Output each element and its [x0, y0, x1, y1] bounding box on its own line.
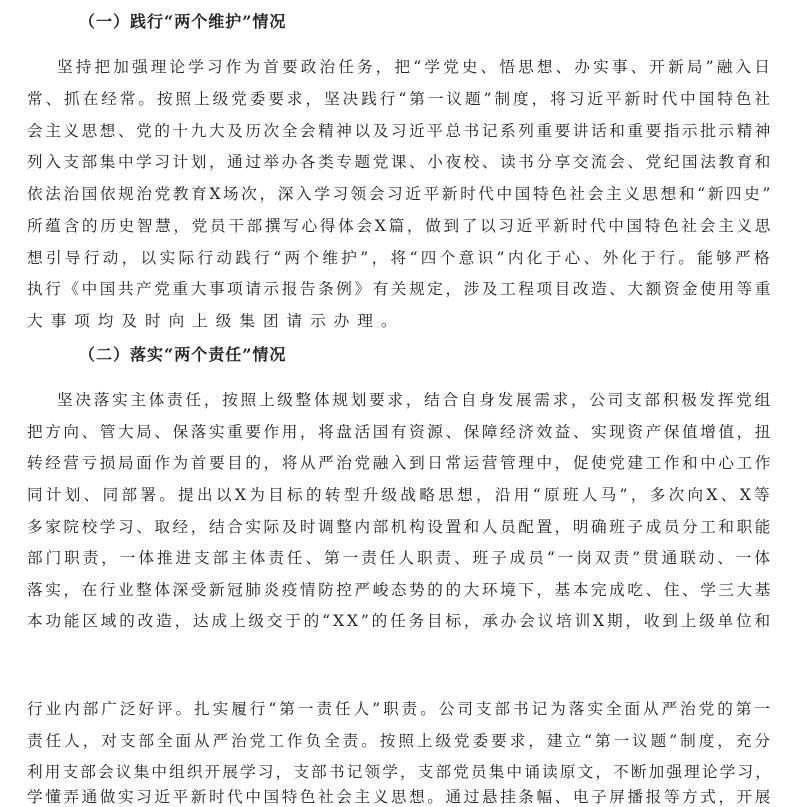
paragraph-line: 多家院校学习、取经，结合实际及时调整内部机构设置和人员配置，明确班子成员分工和职能: [27, 518, 773, 536]
paragraph-line: 会主义思想、党的十九大及历次全会精神以及习近平总书记系列重要讲话和重要指示批示精神: [27, 122, 773, 140]
paragraph-line: 利用支部会议集中组织开展学习，支部书记领学，支部党员集中诵读原文，不断加强理论学习，: [27, 763, 773, 781]
paragraph-line: 落实，在行业整体深受新冠肺炎疫情防控严峻态势的的大环境下，基本完成吃、住、学三大基: [27, 581, 773, 599]
section-2-heading: （二）落实“两个责任”情况: [79, 345, 287, 364]
paragraph-line: 本功能区域的改造，达成上级交于的“XX”的任务目标，承办会议培训X期，收到上级单位和: [27, 612, 773, 630]
paragraph-line: 责任人，对支部全面从严治党工作负全责。按照上级党委要求，建立“第一议题”制度，充分: [27, 732, 773, 750]
paragraph-line: 执行《中国共产党重大事项请示报告条例》有关规定，涉及工程项目改造、大额资金使用等重: [27, 280, 773, 298]
paragraph-line: 行业内部广泛好评。扎实履行“第一责任人”职责。公司支部书记为落实全面从严治党的第一: [27, 700, 773, 718]
paragraph-line: 大事项均及时向上级集团请示办理。: [27, 312, 405, 330]
section-1-heading: （一）践行“两个维护”情况: [79, 12, 287, 31]
paragraph-line: 坚决落实主体责任，按照上级整体规划要求，结合自身发展需求，公司支部积极发挥党组: [57, 391, 773, 409]
paragraph-line: 转经营亏损局面作为首要目的，将从严治党融入到日常运营管理中，促使党建工作和中心工作: [27, 454, 773, 472]
paragraph-line: 把方向、管大局、保落实重要作用，将盘活国有资源、保障经济效益、实现资产保值增值，扭: [27, 423, 773, 441]
paragraph-line: 想引导行动，以实际行动践行“两个维护”，将“四个意识”内化于心、外化于行。能够严格: [27, 249, 773, 267]
paragraph-line: 列入支部集中学习计划，通过举办各类专题党课、小夜校、读书分享交流会、党纪国法教育和: [27, 153, 773, 171]
paragraph-line: 所蕴含的历史智慧，党员干部撰写心得体会X篇，做到了以习近平新时代中国特色社会主义思: [27, 217, 773, 235]
paragraph-line: 依法治国依规治党教育X场次，深入学习领会习近平新时代中国特色社会主义思想和“新四史”: [27, 185, 773, 203]
paragraph-line: 部门职责，一体推进支部主体责任、第一责任人职责、班子成员“一岗双责”贯通联动、一体: [27, 549, 773, 567]
paragraph-line: 学懂弄通做实习近平新时代中国特色社会主义思想。通过悬挂条幅、电子屏播报等方式，开展: [27, 788, 773, 806]
paragraph-line: 坚持把加强理论学习作为首要政治任务，把“学党史、悟思想、办实事、开新局”融入日: [57, 58, 773, 76]
paragraph-line: 常、抓在经常。按照上级党委要求，坚决践行“第一议题”制度，将习近平新时代中国特色社: [27, 90, 773, 108]
paragraph-line: 同计划、同部署。提出以X为目标的转型升级战略思想，沿用“原班人马”，多次向X、X等: [27, 486, 773, 504]
